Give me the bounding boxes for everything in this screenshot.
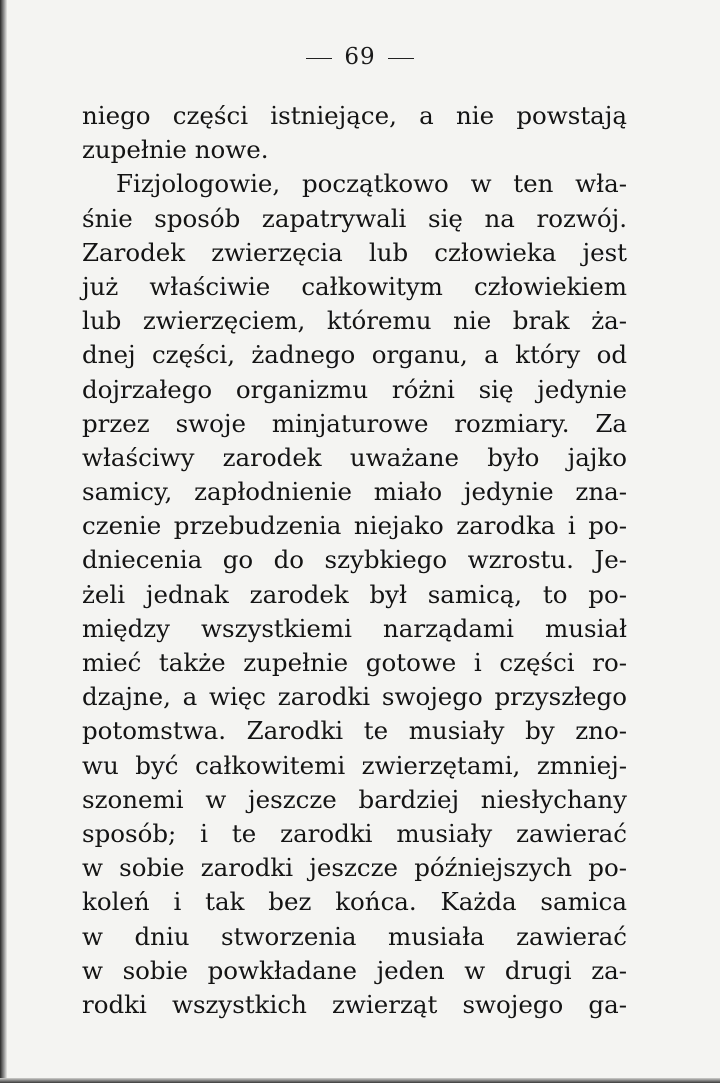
text-line: między wszystkiemi narządami musiał [82, 613, 627, 643]
text-line: szonemi w jeszcze bardziej niesłychany [82, 784, 627, 814]
text-line: przez swoje minjaturowe rozmiary. Za [82, 408, 627, 438]
text-line: w sobie powkładane jeden w drugi za- [82, 955, 627, 985]
text-line: mieć także zupełnie gotowe i części ro- [82, 648, 627, 677]
text-line: dniecenia go do szybkiego wzrostu. Je- [82, 545, 627, 575]
text-line: dzajne, a więc zarodki swojego przyszłego [82, 682, 627, 712]
header-dash-left [306, 58, 332, 59]
text-line: dnej części, żadnego organu, a który od [82, 340, 627, 370]
page-number: 69 [344, 44, 376, 70]
text-line: w sobie zarodki jeszcze późniejszych po- [82, 853, 627, 883]
header-dash-right [388, 58, 414, 59]
text-line: żeli jednak zarodek był samicą, to po- [82, 579, 627, 609]
text-line: rodki wszystkich zwierząt swojego ga- [82, 989, 627, 1019]
text-line: zupełnie nowe. [82, 135, 269, 165]
text-line: samicy, zapłodnienie miało jedynie zna- [82, 477, 627, 507]
page-bottom-edge-shadow [0, 1078, 720, 1083]
text-line: niego części istniejące, a nie powstają [82, 101, 627, 130]
page-header [0, 44, 720, 70]
text-line: koleń i tak bez końca. Każda samica [82, 887, 627, 917]
text-line: śnie sposób zapatrywali się na rozwój. [82, 203, 627, 233]
body-text [82, 99, 627, 1022]
text-line: już właściwie całkowitym człowiekiem [82, 271, 627, 301]
text-line: dojrzałego organizmu różni się jedynie [82, 374, 627, 404]
text-line: lub zwierzęciem, któremu nie brak ża- [82, 306, 627, 336]
text-line: sposób; i te zarodki musiały zawierać [82, 818, 627, 848]
page-left-edge-shadow [0, 0, 7, 1083]
text-line: właściwy zarodek uważane było jajko [82, 442, 627, 472]
text-line: potomstwa. Zarodki te musiały by zno- [82, 716, 627, 746]
text-line: w dniu stworzenia musiała zawierać [82, 921, 627, 951]
text-line: czenie przebudzenia niejako zarodka i po- [82, 511, 627, 541]
text-line: Zarodek zwierzęcia lub człowieka jest [82, 237, 627, 267]
text-line: wu być całkowitemi zwierzętami, zmniej- [82, 750, 627, 780]
text-line: Fizjologowie, początkowo w ten wła- [116, 169, 627, 199]
